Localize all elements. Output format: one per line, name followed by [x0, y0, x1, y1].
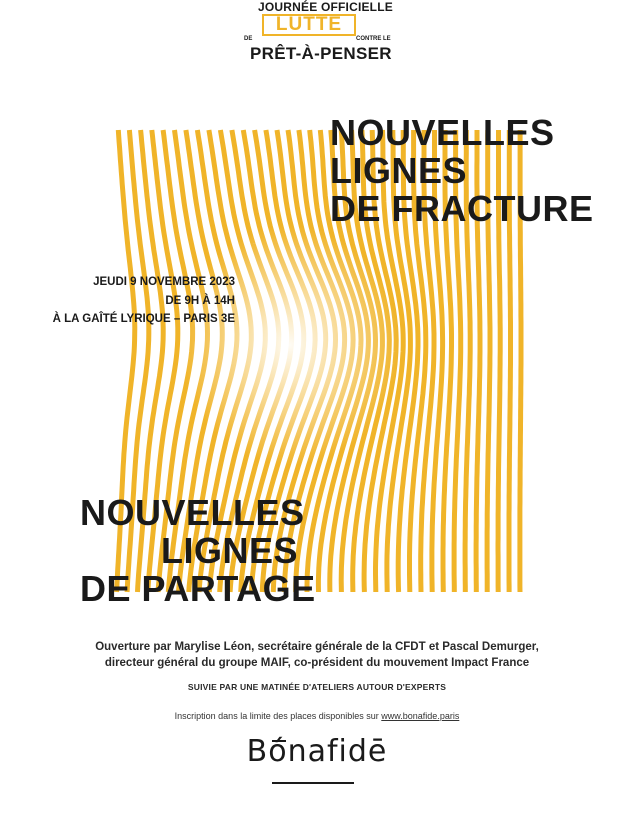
header-contre-le: CONTRE LE: [356, 36, 391, 42]
title-top-line3: DE FRACTURE: [330, 188, 594, 229]
event-time: DE 9H À 14H: [165, 294, 235, 307]
title-nouvelles-lignes-de-fracture: [330, 114, 594, 228]
header-pret-a-penser: PRÊT-À-PENSER: [250, 44, 392, 63]
bonafide-wordmark: Bónafidē: [246, 734, 388, 769]
event-details: [53, 273, 235, 329]
workshops-note: SUIVIE PAR UNE MATINÉE D'ATELIERS AUTOUR D'EXPERTS: [187, 682, 447, 692]
title-nouvelles-lignes-de-partage: [80, 492, 316, 609]
header-lutte: LUTTE: [275, 14, 343, 35]
opening-line1: Ouverture par Marylise Léon, secrétaire générale de la CFDT et Pascal Demurger,: [95, 641, 539, 653]
opening-speakers: [0, 639, 634, 671]
header-line1: JOURNÉE OFFICIELLE: [258, 0, 393, 14]
opening-line2: directeur général du groupe MAIF, co-président du mouvement Impact France: [104, 657, 530, 669]
title-bottom-line3: DE PARTAGE: [80, 568, 316, 609]
wave-fade: [180, 225, 400, 465]
event-venue: À LA GAÎTÉ LYRIQUE – PARIS 3E: [52, 313, 235, 325]
title-bottom-line1: NOUVELLES: [80, 492, 305, 533]
logo-underline: [272, 782, 354, 784]
bonafide-logo: [0, 734, 634, 794]
header-de: DE: [244, 36, 253, 42]
title-bottom-line2: LIGNES: [160, 530, 298, 571]
inscription-text: Inscription dans la limite des places disponibles sur: [174, 711, 379, 721]
event-date: JEUDI 9 NOVEMBRE 2023: [93, 276, 235, 288]
title-top-line2: LIGNES: [330, 150, 468, 191]
inscription-note: [0, 711, 634, 721]
title-top-line1: NOUVELLES: [330, 112, 555, 153]
bonafide-link[interactable]: www.bonafide.paris: [381, 711, 460, 721]
